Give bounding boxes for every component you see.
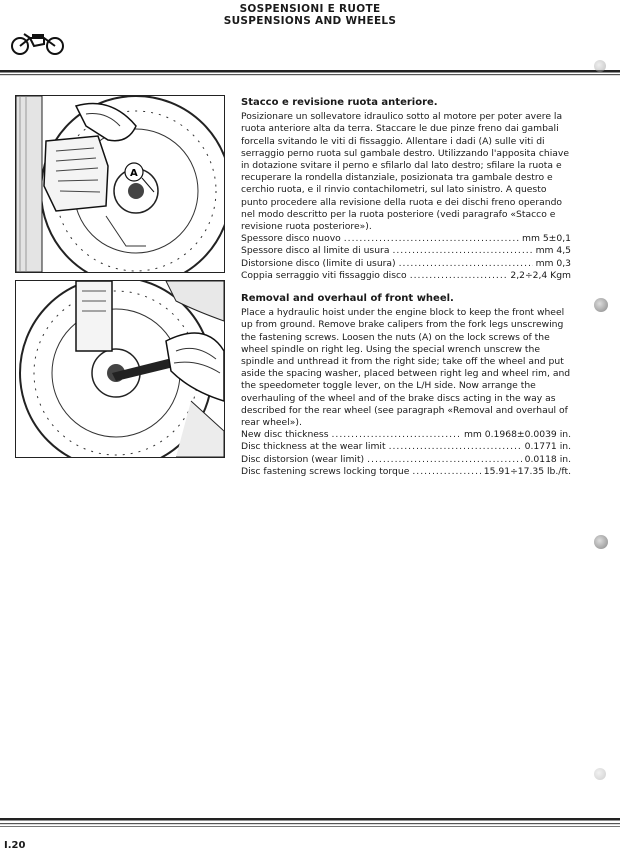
spec-row: Disc distorsion (wear limit) ..... 0.0118 in.	[241, 454, 571, 466]
figure-spindle-removal	[15, 280, 225, 458]
callout-A: A	[130, 168, 138, 179]
section-italian-title: Stacco e revisione ruota anteriore.	[241, 97, 438, 108]
section-english-body: Place a hydraulic hoist under the engine block to keep the front wheel up from ground. Remove brake calipers from the fork legs unscrewing the fastening screws. Loosen the nuts (A) on the lock screws of the wheel spindle on right leg. Using the special wrench unscrew the spindle and unthread it from the right side; take off the wheel and put aside the spacing washer, placed between right leg and wheel rim, and the speedometer toggle lever, on the L/H side. Now arrange the overhauling of the wheel and of the brake discs acting in the way as described for the rear wheel (see paragraph «Removal and overhaul of rear wheel»).	[241, 307, 571, 429]
spec-row: Coppia serraggio viti fissaggio disco ..... 2,2÷2,4 Kgm	[241, 270, 571, 282]
binder-hole-lower	[594, 535, 608, 549]
page-number: I.20	[4, 840, 26, 851]
spec-row: Distorsione disco (limite di usura) ..... mm 0,3	[241, 258, 571, 270]
spec-row: Disc fastening screws locking torque ..... 15.91÷17.35 lb./ft.	[241, 466, 571, 478]
section-english	[241, 293, 571, 478]
header-title-italian: SOSPENSIONI E RUOTE	[239, 3, 381, 15]
section-italian	[241, 97, 571, 282]
binder-hole-upper	[594, 298, 608, 312]
section-italian-body: Posizionare un sollevatore idraulico sotto al motore per poter avere la ruota anteriore alta da terra. Staccare le due pinze freno dai gambali forcella svitando le viti di fissaggio. Allentare i dadi (A) sulle viti di serraggio perno ruota sul gambale destro. Utilizzando l'apposita chiave in dotazione svitare il perno e sfilarlo dal lato destro; sfilare la ruota e recuperare la rondella distanziale, posizionata tra gambale destro e cerchio ruota, e il rinvio contachilometri, sul lato sinistro. A questo punto procedere alla revisione della ruota e dei dischi freno operando nel modo descritto per la ruota posteriore (vedi paragrafo «Stacco e revisione ruota posteriore»).	[241, 111, 569, 233]
spec-row: New disc thickness ..... mm 0.1968±0.0039 in.	[241, 429, 571, 441]
header-title-english: SUSPENSIONS AND WHEELS	[223, 15, 397, 27]
header-rule	[0, 67, 620, 79]
footer-rule	[0, 816, 620, 830]
section-english-title: Removal and overhaul of front wheel.	[241, 293, 454, 304]
binder-hole-bottom	[594, 768, 606, 780]
motorcycle-icon	[10, 30, 66, 56]
binder-hole-top	[594, 60, 606, 72]
spec-row: Spessore disco al limite di usura ..... mm 4,5	[241, 245, 571, 257]
spec-row: Spessore disco nuovo ..... mm 5±0,1	[241, 233, 571, 245]
spec-row: Disc thickness at the wear limit ..... 0.1771 in.	[241, 441, 571, 453]
figure-caliper-removal	[15, 95, 225, 273]
